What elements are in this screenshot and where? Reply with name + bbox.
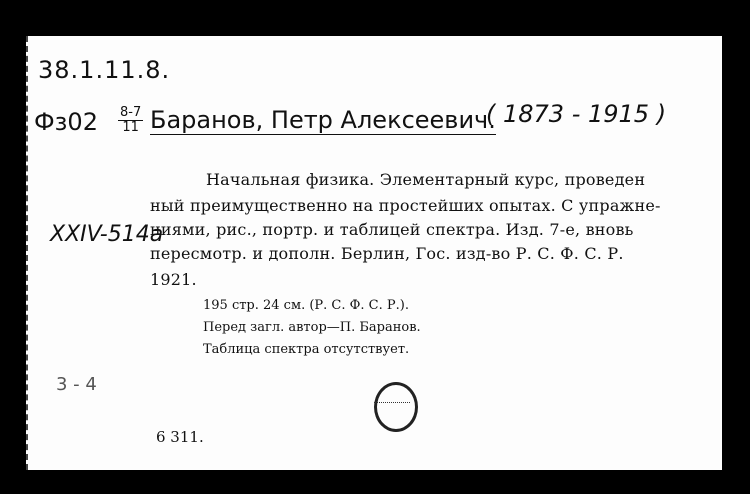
missing-table-note: Таблица спектра отсутствует.: [203, 342, 410, 357]
title-line: ный преимущественно на простейших опытах. С упражне-: [150, 196, 661, 215]
scan-border-left: [0, 0, 26, 494]
title-line: Начальная физика. Элементарный курс, проведен: [206, 170, 646, 189]
scan-border-right: [720, 0, 750, 494]
author-note: Перед загл. автор—П. Баранов.: [203, 320, 421, 335]
scan-border-top: [0, 0, 750, 36]
shelf-fraction-top: 8-7: [120, 105, 142, 120]
title-line: пересмотр. и дополн. Берлин, Гос. изд-во Р. С. Ф. С. Р.: [150, 244, 624, 263]
shelf-code: Фз02: [34, 108, 98, 136]
card-number: 6 311.: [156, 428, 204, 446]
title-line: 1921.: [150, 270, 197, 289]
card-punch-hole: [374, 382, 418, 432]
author-dates: ( 1873 - 1915 ): [486, 100, 667, 128]
title-line: ниями, рис., портр. и таблицей спектра. Изд. 7-е, вновь: [150, 220, 634, 239]
shelf-fraction: [118, 106, 143, 135]
author-heading: Баранов, Петр Алексеевич.: [150, 106, 496, 134]
shelf-fraction-bottom: 11: [122, 120, 139, 135]
shelf-mark: 38.1.11.8.: [38, 56, 171, 84]
catalog-card: [26, 36, 722, 470]
physical-description: 195 стр. 24 см. (Р. С. Ф. С. Р.).: [203, 298, 409, 313]
scan-border-bottom: [0, 470, 750, 494]
punch-hole-guide: [374, 402, 410, 403]
inventory-number: XXIV-514a: [50, 222, 164, 247]
pencil-mark: 3 - 4: [56, 374, 97, 395]
